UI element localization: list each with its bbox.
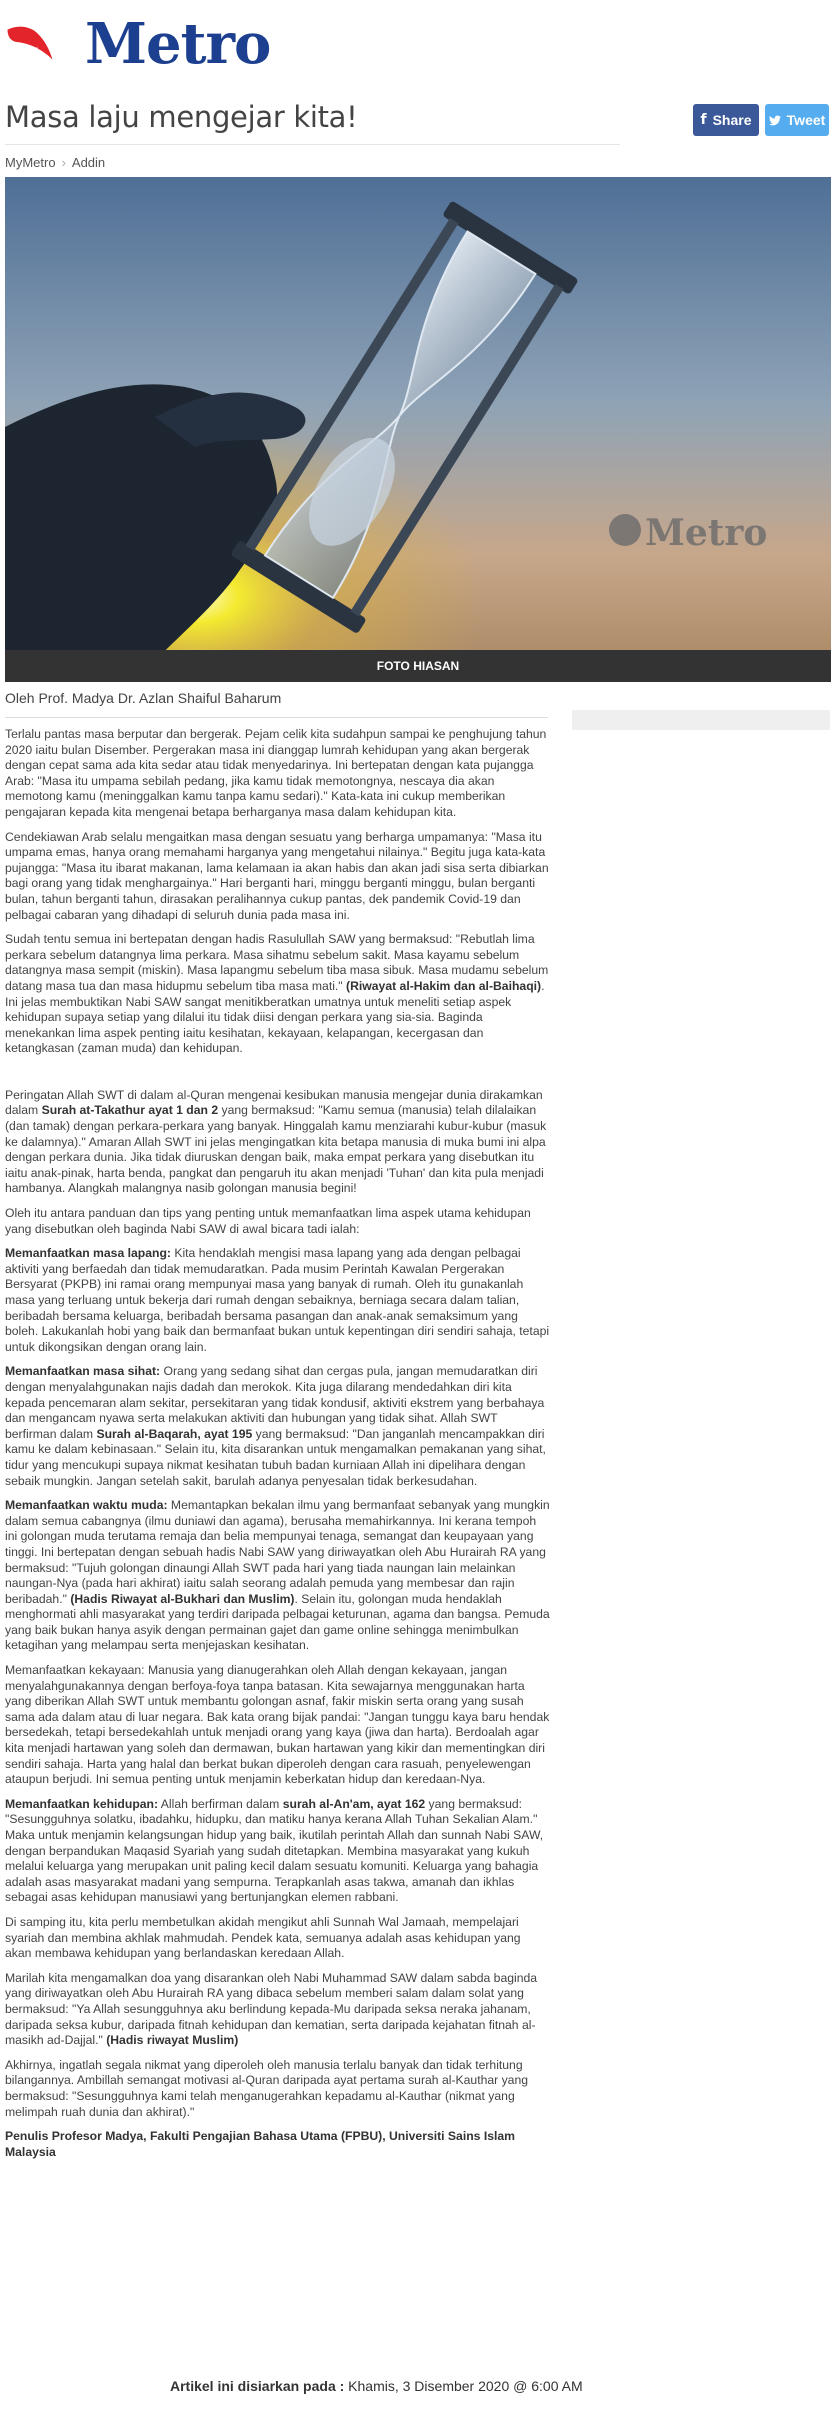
article-body (5, 727, 550, 2169)
paragraph-text-run: (Hadis Riwayat al-Bukhari dan Muslim) (70, 1591, 295, 1606)
paragraph-text-run: (Hadis riwayat Muslim) (106, 2033, 239, 2048)
mymetro-logo[interactable] (5, 8, 305, 78)
facebook-icon: f (700, 112, 707, 128)
paragraph-text-run: Kita hendaklah mengisi masa lapang yang ada dengan pelbagai aktiviti yang berfaedah dan tidak memudaratkan. Pada musim Perintah Kawalan Pergerakan Bersyarat (PKPB) ini ramai orang mempunyai masa yang banyak di rumah. Oleh itu gunakanlah masa yang terluang untuk bekerja dari rumah dengan sebaiknya, berniaga secara dalam talian, beribadah bersama keluarga, beribadah bersama pasangan dan anak-anak semaksimum yang boleh. Lakukanlah hobi yang baik dan bermanfaat bukan untuk kepentingan diri sendiri sahaja, tetapi untuk dikongsikan dengan orang lain. (5, 1246, 550, 1354)
paragraph-text-run: Surah at-Takathur ayat 1 dan 2 (41, 1103, 219, 1118)
hourglass-photo (5, 177, 831, 682)
photo-caption: FOTO HIASAN (5, 650, 831, 682)
article-paragraph (5, 2129, 550, 2160)
publish-date: Khamis, 3 Disember 2020 @ 6:00 AM (348, 2378, 583, 2394)
paragraph-text-run: Orang yang sedang sihat dan cergas pula, jangan memudaratkan diri dengan menyalahgunakan najis dadah dan merokok. Kita juga dilarang mendedahkan diri kita kepada pencemaran alam sekitar, persekitaran yang tidak kondusif, aktiviti ekstrem yang berbahaya dan mengancam nyawa serta melakukan aktiviti dan hubungan yang tidak sihat. Allah SWT berfirman dalam (5, 1364, 545, 1441)
logo-my-text: my (10, 40, 37, 60)
article-paragraph (5, 932, 550, 1057)
paragraph-text-run: Allah berfirman dalam (158, 1796, 283, 1811)
sidebar-placeholder (572, 710, 830, 730)
page-title: Masa laju mengejar kita! (5, 100, 358, 134)
tweet-label: Tweet (786, 112, 826, 128)
paragraph-spacer (5, 1066, 550, 1088)
paragraph-text-run: Oleh itu antara panduan dan tips yang penting untuk memanfaatkan lima aspek utama kehidupan yang disebutkan oleh baginda Nabi SAW di awal bicara tadi ialah: (5, 1206, 531, 1236)
paragraph-text-run: Memanfaatkan kekayaan: Manusia yang dianugerahkan oleh Allah dengan kekayaan, jangan menyalahgunakannya dengan berfoya-foya tanpa batasan. Kita sewajarnya menggunakan harta yang diberikan Allah SWT untuk membantu golongan asnaf, fakir miskin serta orang yang susah sama ada dalam atau di luar negara. Bak kata orang bijak pandai: "Jangan tunggu kaya baru hendak bersedekah, tetapi bersedekahlah untuk menjadi orang yang kaya (jiwa dan harta). Berdoalah agar kita menjadi hartawan yang soleh dan dermawan, bukan hartawan yang kikir dan mementingkan diri sendiri sahaja. Harta yang halal dan berkat bukan diperoleh dengan cara rasuah, penyelewengan ataupun berjudi. Ini semua penting untuk menjamin keberkatan hidup dan keredaan-Nya. (5, 1663, 550, 1787)
paragraph-text-run: Surah al-Baqarah, ayat 195 (96, 1426, 253, 1441)
paragraph-text-run: Marilah kita mengamalkan doa yang disarankan oleh Nabi Muhammad SAW dalam sabda baginda yang diriwayatkan oleh Abu Hurairah RA yang dibaca sebelum memberi salam dalam solat yang bermaksud: "Ya Allah sesungguhnya aku berlindung kepada-Mu daripada seksa neraka jahanam, daripada seksa kubur, daripada fitnah kehidupan dan kematian, serta daripada kejahatan fitnah al-masikh ad-Dajjal." (5, 1970, 538, 2048)
breadcrumb-item-addin[interactable]: Addin (71, 155, 106, 170)
twitter-tweet-button[interactable] (765, 104, 829, 136)
site-header (0, 0, 833, 100)
paragraph-text-run: Sudah tentu semua ini bertepatan dengan hadis Rasulullah SAW yang bermaksud: "Rebutlah lima perkara sebelum datangnya lima perkara. Masa sihatmu sebelum sakit. Masa kayamu sebelum datangnya masa sempit (miskin). Masa lapangmu sebelum tiba masa sibuk. Masa mudamu sebelum datang masa tua dan masa hidupmu sebelum tiba masa mati." (5, 932, 549, 993)
paragraph-text-run: Peringatan Allah SWT di dalam al-Quran mengenai kesibukan manusia mengejar dunia dirakamkan dalam (5, 1087, 543, 1118)
article-paragraph (5, 1797, 550, 1906)
paragraph-text-run: Memanfaatkan waktu muda: (5, 1498, 168, 1513)
publish-info (170, 2378, 583, 2394)
author-line: Oleh Prof. Madya Dr. Azlan Shaiful Baharum (5, 690, 282, 706)
breadcrumb-item-mymetro[interactable]: MyMetro (5, 155, 56, 170)
publish-prefix: Artikel ini disiarkan pada : (170, 2378, 349, 2394)
title-divider (5, 144, 620, 145)
my-logo-mark (5, 14, 55, 74)
paragraph-text-run: Memantapkan bekalan ilmu yang bermanfaat sebanyak yang mungkin dalam semua cabangnya (ilmu duniawi dan agama), berusaha memahirkannya. Ini kerana tempoh ini golongan muda terutama remaja dan belia mempunyai tenaga, semangat dan keupayaan yang tinggi. Ini bertepatan dengan sebuah hadis Nabi SAW yang diriwayatkan oleh Abu Hurairah RA yang bermaksud: "Tujuh golongan dinaungi Allah SWT pada hari yang tiada naungan lain melainkan naungan-Nya (pada hari akhirat) iaitu salah seorang adalah pemuda yang membesar dan rajin beribadah." (5, 1498, 550, 1606)
article-paragraph (5, 1364, 550, 1489)
paragraph-text-run: Penulis Profesor Madya, Fakulti Pengajian Bahasa Utama (FPBU), Universiti Sains Islam Malaysia (5, 2129, 516, 2159)
breadcrumb-separator: › (61, 155, 66, 170)
paragraph-text-run: . Ini jelas membuktikan Nabi SAW sangat menitikberatkan umatnya untuk meneliti setiap aspek kehidupan supaya setiap yang dilalui itu tidak diisi dengan perkara yang sia-sia. Baginda menekankan lima aspek penting iaitu kesihatan, kekayaan, kelapangan, kecergasan dan ketangkasan (zaman muda) dan kehidupan. (5, 978, 545, 1056)
paragraph-text-run: Di samping itu, kita perlu membetulkan akidah mengikut ahli Sunnah Wal Jamaah, mempelajari syariah dan membina akhlak mahmudah. Pendek kata, semuanya adalah asas kehidupan yang akan membawa kehidupan yang berlandaskan keredaan Allah. (5, 1914, 521, 1961)
article-paragraph (5, 1971, 550, 2049)
article-paragraph (5, 1206, 550, 1237)
paragraph-text-run: . Selain itu, golongan muda hendaklah menghormati ahli masyarakat yang terdiri daripada pelbagai keturunan, agama dan bangsa. Pemuda yang baik bukan hanya asyik dengan permainan gajet dan game online sehingga menimbulkan ketagihan yang melampau serta menjejaskan kesihatan. (5, 1591, 550, 1653)
paragraph-text-run: Akhirnya, ingatlah segala nikmat yang diperoleh oleh manusia terlalu banyak dan tidak terhitung bilangannya. Ambillah semangat motivasi al-Quran daripada ayat pertama surah al-Kauthar yang bermaksud: "Sesungguhnya kami telah menganugerahkan kepadamu al-Kauthar (nikmat yang melimpah ruah dunia dan akhirat)." (5, 2057, 529, 2119)
article-paragraph (5, 1915, 550, 1962)
twitter-bird-icon (769, 115, 781, 126)
paragraph-text-run: (Riwayat al-Hakim dan al-Baihaqi) (346, 978, 542, 993)
article-paragraph (5, 830, 550, 924)
share-label: Share (712, 112, 752, 128)
article-paragraph (5, 1663, 550, 1788)
hero-image (5, 177, 831, 682)
article-paragraph (5, 1498, 550, 1654)
paragraph-text-run: yang bermaksud: "Dan janganlah mencampakkan diri kamu ke dalam kebinasaan." Selain itu, kita disarankan untuk mengamalkan pemakanan yang sihat, tidur yang mencukupi supaya nikmat kesihatan tubuh badan kurniaan Allah ini dipelihara dengan sebaik mungkin. Jangan setelah sakit, barulah adanya penyesalan tidak berkesudahan. (5, 1426, 546, 1488)
paragraph-text-run: Memanfaatkan masa sihat: (5, 1364, 161, 1379)
breadcrumb (5, 155, 105, 170)
article-paragraph (5, 2058, 550, 2120)
paragraph-text-run: Memanfaatkan kehidupan: (5, 1796, 159, 1811)
paragraph-text-run: Memanfaatkan masa lapang: (5, 1246, 171, 1261)
author-divider (5, 717, 548, 718)
watermark-text: Metro (645, 512, 768, 554)
logo-metro-text: Metro (85, 11, 271, 77)
article-paragraph (5, 1246, 550, 1355)
paragraph-text-run: Cendekiawan Arab selalu mengaitkan masa dengan sesuatu yang berharga umpamanya: "Masa itu umpama emas, hanya orang memahami harganya yang mengetahui nilainya." Begitu juga kata-kata pujangga: "Masa itu ibarat makanan, lama kelamaan ia akan habis dan akan jadi sisa serta dibiarkan bagi orang yang tidak menghargainya." Hari berganti hari, minggu berganti minggu, bulan berganti bulan, tahun berganti tahun, dirasakan peralihannya cukup pantas, dek pandemik Covid-19 dan pelbagai cabaran yang dihadapi di seluruh dunia pada masa ini. (5, 829, 549, 922)
paragraph-text-run: surah al-An'am, ayat 162 (282, 1796, 426, 1811)
paragraph-text-run: Terlalu pantas masa berputar dan bergerak. Pejam celik kita sudahpun sampai ke penghujung tahun 2020 iaitu bulan Disember. Pergerakan masa ini dianggap lumrah kehidupan yang akan bergerak dengan cepat sama ada kita sedar atau tidak menyedarinya. Ini bertepatan dengan kata pujangga Arab: "Masa itu umpama sebilah pedang, jika kamu tidak memotongnya, nescaya dia akan memotong kamu (meninggalkan kamu tanpa kamu sedari)." Kata-kata ini cukup memberikan pengajaran kepada kita mengenai betapa berharganya masa dalam kehidupan kita. (5, 727, 547, 819)
facebook-share-button[interactable] (693, 104, 759, 136)
paragraph-text-run: yang bermaksud: "Kamu semua (manusia) telah dilalaikan (dan tamak) dengan perkara-perkara yang banyak. Hinggalah kamu menziarahi kubur-kubur (masuk ke dalamnya)." Amaran Allah SWT ini jelas mengingatkan kita betapa manusia di muka bumi ini alpa dengan perkara dunia. Jika tidak diuruskan dengan baik, maka empat perkara yang disebutkan itu iaitu anak-pinak, harta benda, pangkat dan pengaruh itu akan menjadi 'Tuhan' dan kita pula menjadi hambanya. Alangkah malangnya nasib golongan manusia begini! (5, 1103, 547, 1196)
article-paragraph (5, 1088, 550, 1197)
paragraph-text-run: yang bermaksud: "Sesungguhnya solatku, ibadahku, hidupku, dan matiku hanya kerana Allah Tuhan Sekalian Alam." Maka untuk menjamin kelangsungan hidup yang baik, ikutilah perintah Allah dan sunnah Nabi SAW, dengan berpandukan Maqasid Syariah yang sudah ditetapkan. Membina masyarakat yang kukuh melalui keluarga yang merupakan unit paling kecil dalam sesuatu komuniti. Keluarga yang bahagia adalah asas masyarakat madani yang sempurna. Terapkanlah asas takwa, amanah dan ikhlas sebagai asas kehidupan manusiawi yang bertunjangkan elemen rabbani. (5, 1796, 544, 1905)
article-paragraph (5, 727, 550, 821)
